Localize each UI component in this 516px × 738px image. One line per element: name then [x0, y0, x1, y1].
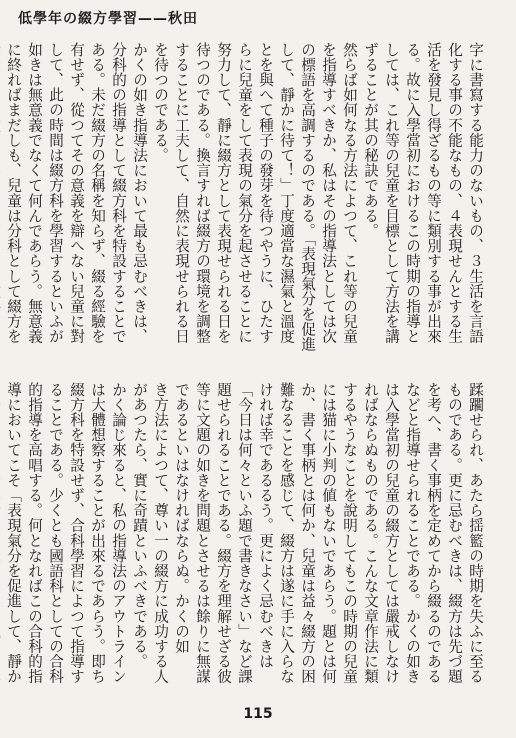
running-header: 低學年の綴方學習——秋田: [18, 11, 198, 27]
upper-text-block: [5, 42, 486, 356]
paragraph: 蹂躙せられ、あたら揺籃の時期を失ふに至るものである。更に忌むべきは、綴方は先づ題を考へ、書く事柄を定めてから綴るのであるなどと指導せられることである。かくの如きは入學當初の兒童の綴方としては嚴戒しなければならぬものである。こんな文章作法に類するやうなことを說明してもこの時期の兒童には猫に小判の値もないであらう。題とは何か、書く事柄とは何か、兒童は益々綴方の困難なることを感じて、綴方は遂に手に入らなければ幸であるるう。更によく忌むべきは「今日は何々といふ題で書きなさい」など課題せられることである。綴方を理解せざる彼等に文題の如きを問題とさせるは餘りに無謀であるといはなければならぬ。かくの如: [173, 382, 484, 684]
paragraph: かくの如き指導法において最も忌むべきは、分科的の指導として綴方科を特設することである。未だ綴方の名稱を知らず、綴る經驗を有せず、從つてその意義を辯へない兒童に對して、此の時間は綴方科を學習するといふが如きは無意義でなくて何んであらう。無意義に終ればまだしも、兒童は分科として綴方を: [5, 42, 148, 344]
page-number: 115: [243, 706, 273, 722]
paragraph: 字に書寫する能力のないもの、３生活を言語化する事の不能なもの、４表現せんとする生活を發見し得ざるもの等に類別する事が出來る。故に入學當初におけるこの時期の指導としては、これ等の兒童を目標として方法を講ずることが其の秘訣である。: [362, 42, 484, 344]
lower-text-block: [5, 382, 486, 696]
paragraph: かく論じ來ると、私の指導法のアウトラインは大體想察することが出來るであらう。即ち綴方科を特設せず、合科學習によつて指導することである。少くとも國語科としての合科的指導を高唱する。何となればこの合科的指導においてこそ「表現氣分を促進して、靜か: [5, 382, 127, 684]
paragraph: き方法によつて、尊い一の綴方に成功する人があつたら、實に奇蹟といふべきである。: [131, 382, 169, 684]
paragraph: 然らば如何なる方法によつて、これ等の兒童を指導すべきか、私はその指導法としては次の標語を高調するのである。「表現氣分を促進して、靜かに待て！」丁度適當な濕氣と溫度とを與へて種子の發芽を待つやうに、ひたすらに兒童をして表現の氣分を起させることに努力して、靜に綴方として表現せられる日を待つのである。換言すれば綴方の環境を調整することに工夫して、自然に表現せられる日を待つのである。: [152, 42, 358, 352]
